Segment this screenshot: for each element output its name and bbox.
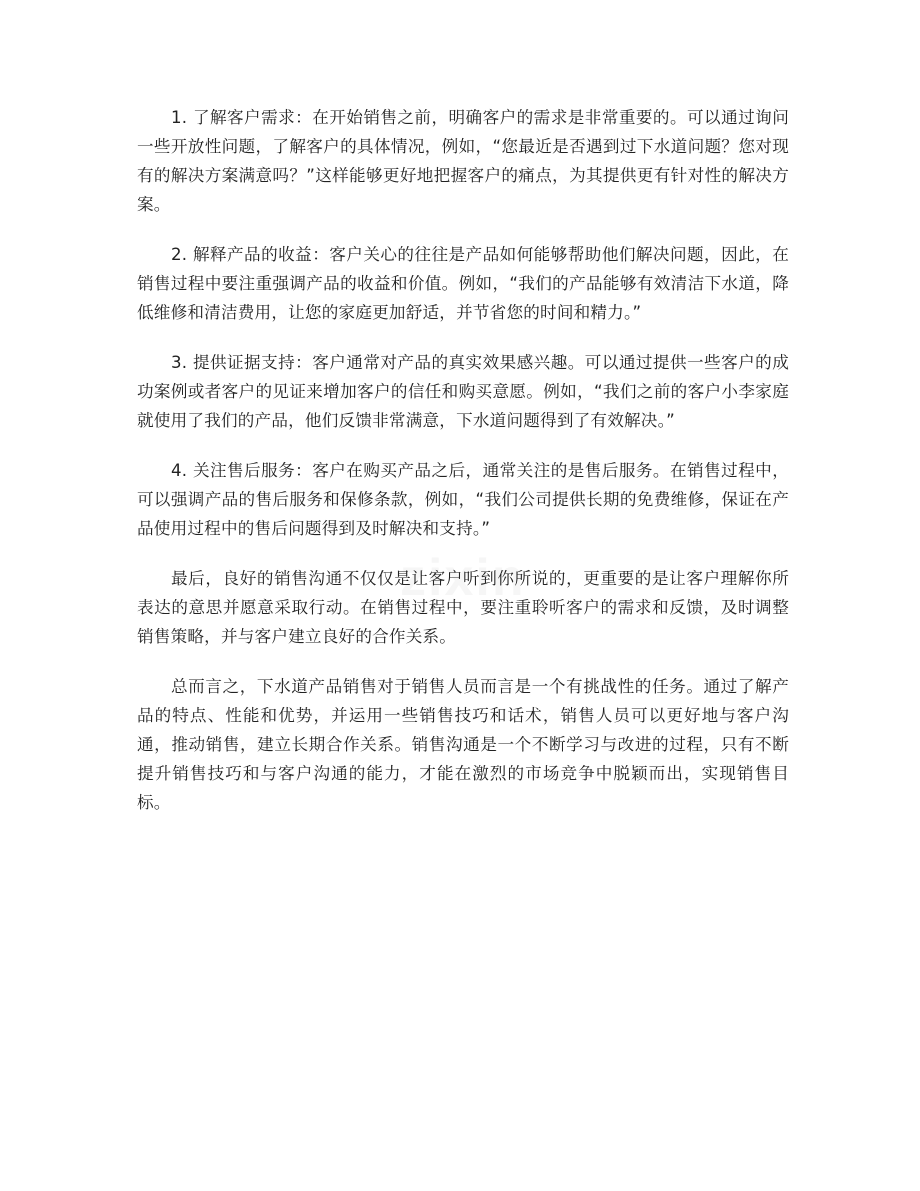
document-body (137, 103, 789, 838)
paragraph-explain-benefits: 2. 解释产品的收益：客户关心的往往是产品如何能够帮助他们解决问题，因此，在销售过程中要注重强调产品的收益和价值。例如，“我们的产品能够有效清洁下水道，降低维修和清洁费用，让您的家庭更加舒适，并节省您的时间和精力。” (137, 245, 789, 322)
paragraph-provide-evidence: 3. 提供证据支持：客户通常对产品的真实效果感兴趣。可以通过提供一些客户的成功案例或者客户的见证来增加客户的信任和购买意愿。例如，“我们之前的客户小李家庭就使用了我们的产品，他们反馈非常满意，下水道问题得到了有效解决。” (137, 353, 789, 430)
paragraph-understand-needs: 1. 了解客户需求：在开始销售之前，明确客户的需求是非常重要的。可以通过询问一些开放性问题，了解客户的具体情况，例如，“您最近是否遇到过下水道问题？您对现有的解决方案满意吗？”这样能够更好地把握客户的痛点，为其提供更有针对性的解决方案。 (137, 108, 789, 214)
paragraph-finally: 最后，良好的销售沟通不仅仅是让客户听到你所说的，更重要的是让客户理解你所表达的意思并愿意采取行动。在销售过程中，要注重聆听客户的需求和反馈，及时调整销售策略，并与客户建立良好的合作关系。 (137, 569, 789, 646)
paragraph-conclusion: 总而言之，下水道产品销售对于销售人员而言是一个有挑战性的任务。通过了解产品的特点、性能和优势，并运用一些销售技巧和话术，销售人员可以更好地与客户沟通，推动销售，建立长期合作关系。销售沟通是一个不断学习与改进的过程，只有不断提升销售技巧和与客户沟通的能力，才能在激烈的市场竞争中脱颖而出，实现销售目标。 (137, 677, 789, 812)
paragraph-after-sales: 4. 关注售后服务：客户在购买产品之后，通常关注的是售后服务。在销售过程中，可以强调产品的售后服务和保修条款，例如，“我们公司提供长期的免费维修，保证在产品使用过程中的售后问题得到及时解决和支持。” (137, 461, 789, 538)
